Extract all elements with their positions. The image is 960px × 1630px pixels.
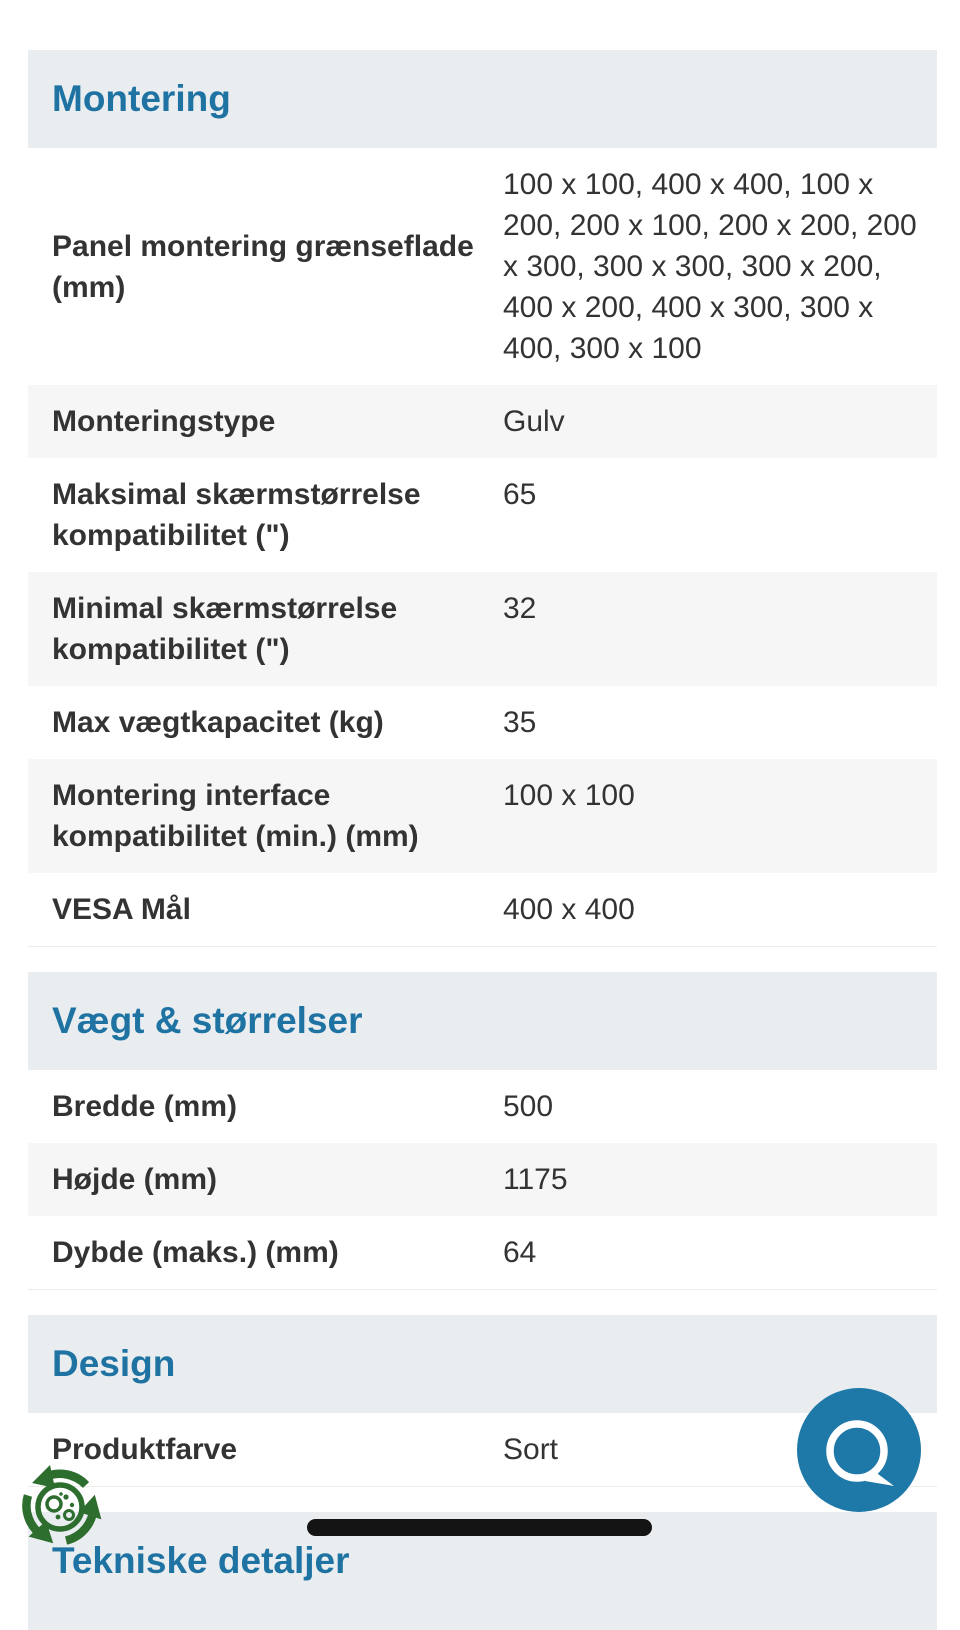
- spec-value: 1175: [503, 1163, 568, 1196]
- table-row: [28, 385, 937, 458]
- recycle-arrows-icon: [14, 1459, 106, 1551]
- product-specifications: [28, 50, 937, 1581]
- table-row: [28, 458, 937, 572]
- section-title: Vægt & størrelser: [52, 1000, 363, 1041]
- eco-recycle-badge[interactable]: [14, 1459, 106, 1551]
- table-row: [28, 759, 937, 873]
- section-header-band: [28, 972, 937, 1070]
- spec-table: [28, 148, 937, 947]
- speech-bubble-icon: [797, 1388, 921, 1512]
- spec-value: 35: [503, 706, 537, 739]
- table-row: [28, 1070, 937, 1143]
- chat-button[interactable]: [797, 1388, 921, 1512]
- spec-label: Maksimal skærmstørrelse kompatibilitet ("): [52, 478, 421, 552]
- spec-label: Panel montering grænseflade (mm): [52, 229, 474, 304]
- section-header-band: [28, 50, 937, 148]
- spec-value: 32: [503, 592, 537, 625]
- table-row: [28, 873, 937, 947]
- spec-label: Max vægtkapacitet (kg): [52, 706, 384, 739]
- spec-value: Gulv: [503, 405, 565, 438]
- table-row: [28, 148, 937, 385]
- spec-label: Bredde (mm): [52, 1090, 238, 1123]
- spec-value: 400 x 400: [503, 893, 635, 926]
- table-row: [28, 1216, 937, 1290]
- spec-value: 65: [503, 478, 537, 511]
- spec-label: Dybde (maks.) (mm): [52, 1236, 339, 1269]
- spec-label: Produktfarve: [52, 1433, 238, 1466]
- spec-label: Minimal skærmstørrelse kompatibilitet ("): [52, 592, 398, 666]
- spec-section: [28, 972, 937, 1290]
- table-row: [28, 1143, 937, 1216]
- section-title: Tekniske detaljer: [52, 1540, 350, 1581]
- spec-value: 64: [503, 1236, 537, 1269]
- spec-label: VESA Mål: [52, 893, 191, 926]
- section-title: Design: [52, 1343, 176, 1384]
- spec-value: 500: [503, 1090, 554, 1123]
- spec-table: [28, 1070, 937, 1290]
- spec-value: 100 x 100: [503, 779, 635, 812]
- table-row: [28, 572, 937, 686]
- spec-label: Højde (mm): [52, 1163, 217, 1196]
- table-row: [28, 686, 937, 759]
- section-title: Montering: [52, 78, 231, 119]
- spec-section: [28, 50, 937, 947]
- spec-label: Montering interface kompatibilitet (min.) (mm): [52, 779, 419, 853]
- spec-value: 100 x 100, 400 x 400, 100 x 200, 200 x 100, 200 x 200, 200 x 300, 300 x 300, 300 x 200, 400 x 200, 400 x 300, 300 x 400, 300 x 100: [503, 168, 917, 365]
- spec-value: Sort: [503, 1433, 559, 1466]
- home-indicator[interactable]: [307, 1519, 652, 1536]
- spec-label: Monteringstype: [52, 405, 276, 438]
